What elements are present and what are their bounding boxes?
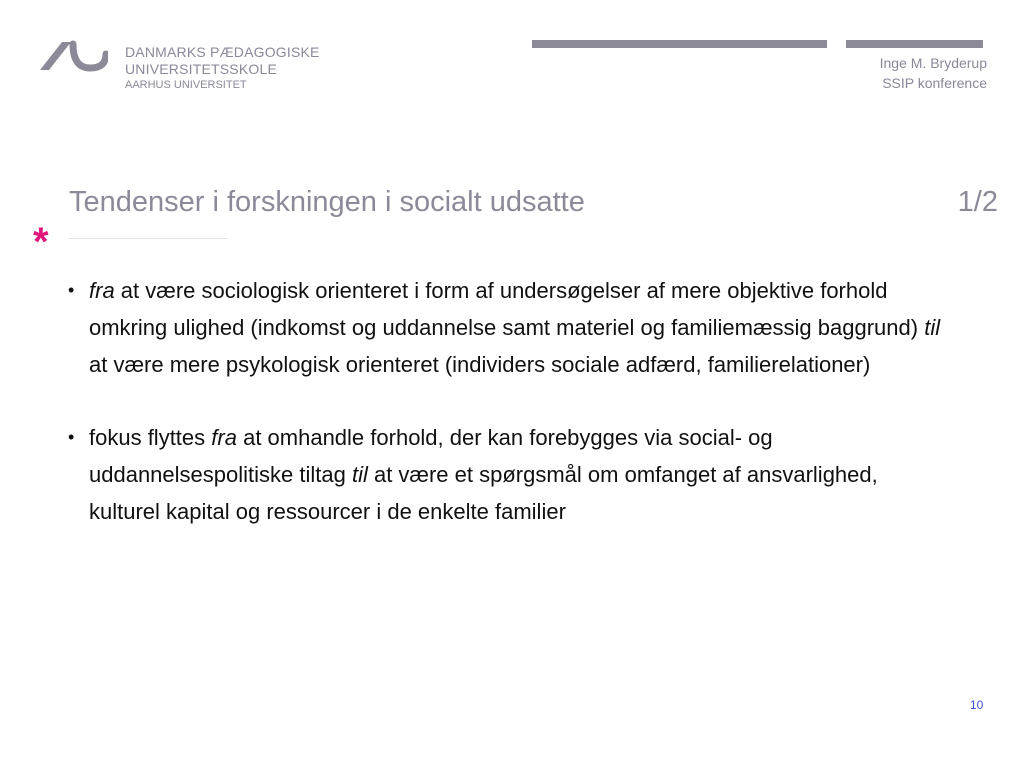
bullet-marker: • <box>68 427 75 447</box>
bullet-list <box>68 272 948 530</box>
event-name: SSIP konference <box>882 75 987 91</box>
institution-name <box>125 44 320 93</box>
author-name: Inge M. Bryderup <box>879 55 987 71</box>
bullet-text: at være sociologisk orienteret i form af undersøgelser af mere objektive forhold omkring ulighed (indkomst og uddannelse samt materiel og familiemæssig baggrund) <box>89 278 925 340</box>
emphasis-fra: fra <box>89 278 115 303</box>
bullet-marker: • <box>68 280 75 300</box>
slide-title: Tendenser i forskningen i socialt udsatte <box>69 186 585 218</box>
bullet-text: at være mere psykologisk orienteret (individers sociale adfærd, familierelationer) <box>89 352 871 377</box>
au-logo-icon <box>40 38 108 76</box>
list-item <box>68 419 948 530</box>
header-bar-left <box>532 40 827 48</box>
page-number: 10 <box>970 698 984 712</box>
institution-line-1: DANMARKS PÆDAGOGISKE <box>125 44 320 60</box>
institution-line-2: UNIVERSITETSSKOLE <box>125 61 277 77</box>
bullet-text: fokus flyttes <box>89 425 212 450</box>
institution-line-3: AARHUS UNIVERSITET <box>125 79 247 91</box>
slide-part-indicator: 1/2 <box>957 186 998 218</box>
title-divider <box>69 238 227 239</box>
bullet-text: at omhandle forhold, der kan forebygges via social- og uddannelsespolitiske tiltag <box>89 425 773 487</box>
author-block <box>880 53 987 93</box>
list-item <box>68 272 948 383</box>
emphasis-til: til <box>351 462 368 487</box>
asterisk-icon: * <box>33 220 49 264</box>
emphasis-fra: fra <box>211 425 237 450</box>
bullet-text: at være et spørgsmål om omfanget af ansvarlighed, kulturel kapital og ressourcer i de enkelte familier <box>89 462 878 524</box>
emphasis-til: til <box>924 315 941 340</box>
header-bar-right <box>846 40 983 48</box>
